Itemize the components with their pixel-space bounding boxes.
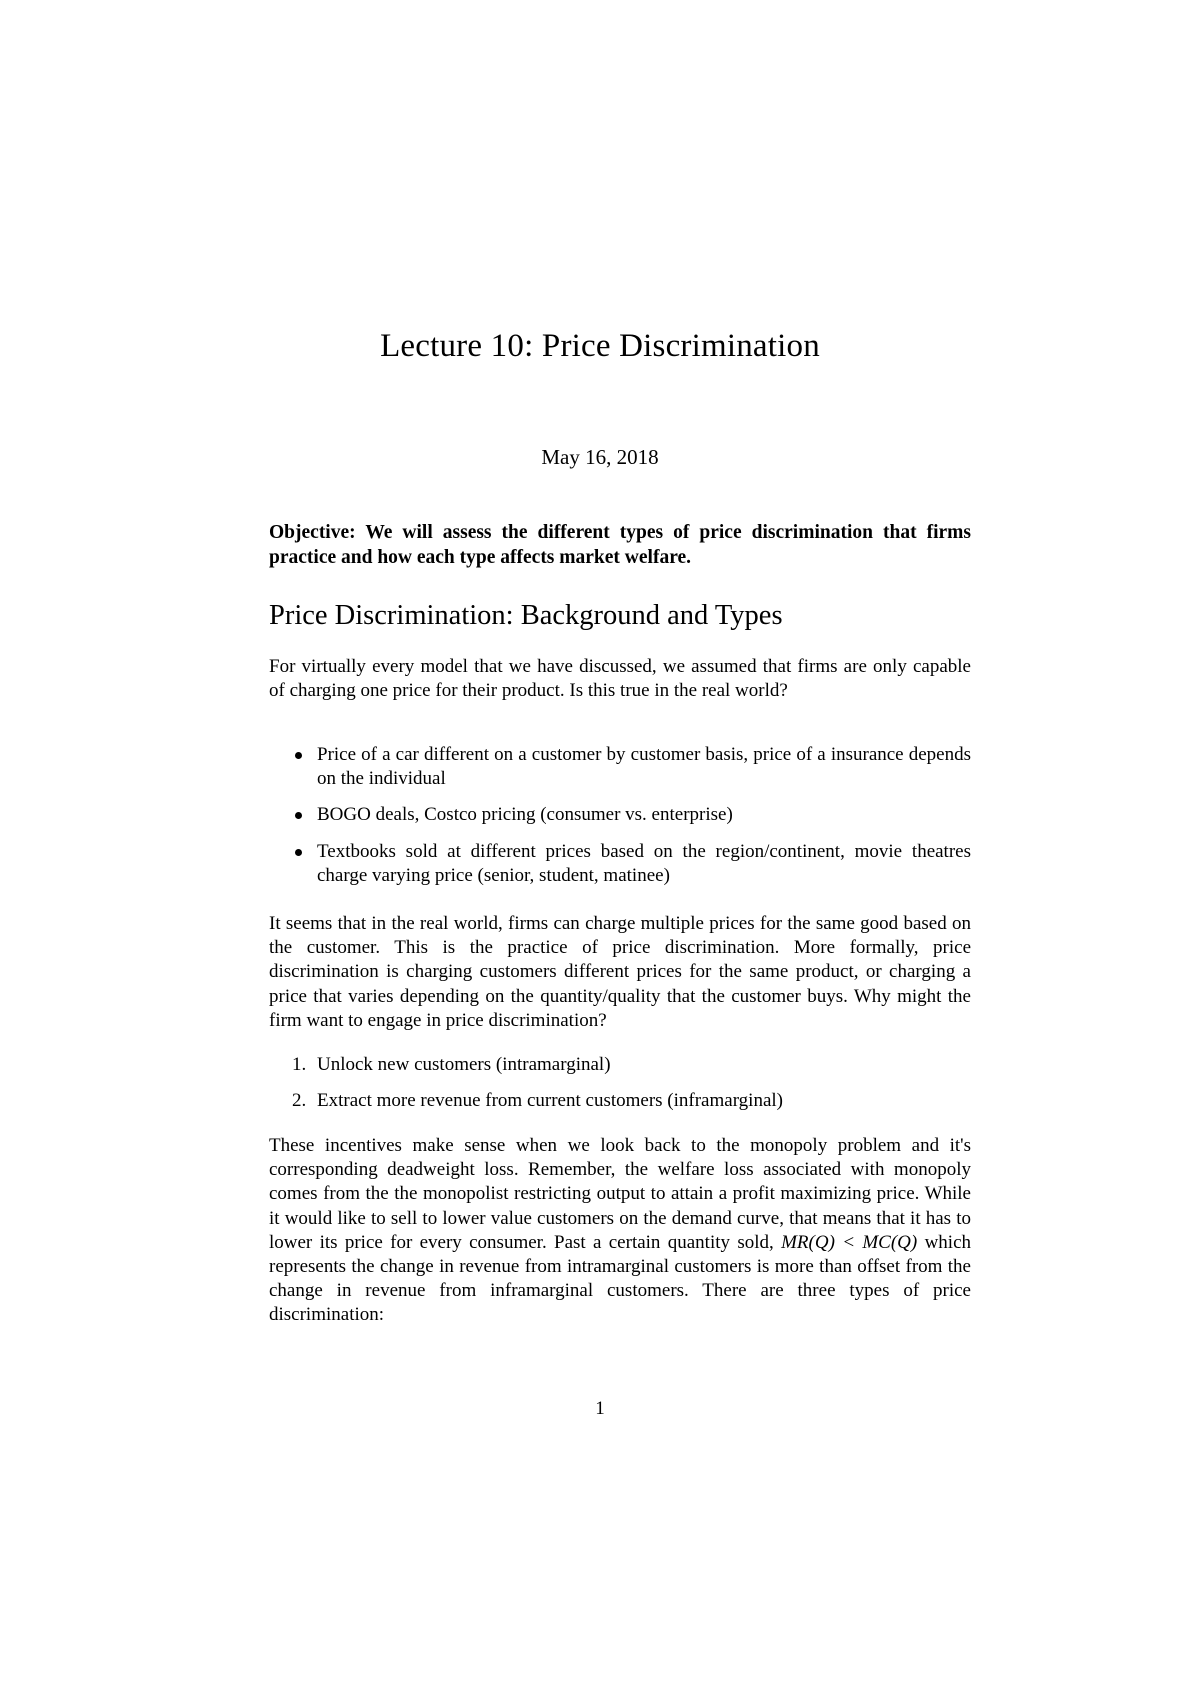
paragraph-definition: It seems that in the real world, firms can charge multiple prices for the same good based on the customer. This is the practice of price discrimination. More formally, price discrimination is charging customers different prices for the same product, or charging a price that varies depending on the quantity/quality that the customer buys. Why might the firm want to engage in price discrimination? xyxy=(269,913,971,1031)
enumerated-number: 2. xyxy=(292,1090,307,1112)
objective-block xyxy=(269,520,971,570)
paragraph-intro: For virtually every model that we have discussed, we assumed that firms are only capable of charging one price for their product. Is this true in the real world? xyxy=(269,656,971,702)
enumerated-list xyxy=(269,1053,971,1125)
document-date: May 16, 2018 xyxy=(541,445,659,469)
enumerated-number: 1. xyxy=(292,1054,307,1075)
paragraph-text: These incentives make sense when we look back to the monopoly problem and it's corresponding deadweight loss. Remember, the welfare loss associated with monopoly comes from the the monopolist restricting output to attain a profit maximizing price. While it would like to sell to lower value customers on the demand curve, that means that it has to lower its price for every consumer. Past a certain quantity sold, xyxy=(269,1135,971,1253)
bullet-text: Textbooks sold at different prices based on the region/continent, movie theatres charge varying price (senior, student, matinee) xyxy=(317,840,971,886)
paragraph-text: which represents the change in revenue from intramarginal customers is more than offset from the change in revenue from inframarginal customers. There are three types of price discrimination: xyxy=(269,1231,972,1326)
enumerated-text: Extract more revenue from current customers (inframarginal) xyxy=(317,1090,784,1112)
bullet-icon xyxy=(295,849,302,856)
bullet-icon xyxy=(295,752,302,759)
bullet-item xyxy=(269,840,971,888)
bullet-list xyxy=(269,743,971,900)
bullet-text: BOGO deals, Costco pricing (consumer vs. enterprise) xyxy=(317,804,733,826)
page-number: 1 xyxy=(595,1398,605,1419)
enumerated-text: Unlock new customers (intramarginal) xyxy=(317,1054,611,1075)
section-heading: Price Discrimination: Background and Types xyxy=(269,600,783,631)
bullet-icon xyxy=(295,812,302,819)
bullet-text: Price of a car different on a customer by customer basis, price of a insurance depends on the individual xyxy=(317,744,971,790)
enumerated-item xyxy=(269,1053,971,1077)
math-inequality: MR(Q) < MC(Q) xyxy=(781,1231,918,1253)
objective-label: Objective: xyxy=(269,522,356,543)
bullet-item xyxy=(269,743,971,791)
paragraph-incentives xyxy=(269,1134,971,1328)
objective-text: We will assess the different types of price discrimination that firms practice and how each type affects market welfare. xyxy=(269,522,971,568)
enumerated-item xyxy=(269,1089,971,1113)
bullet-item xyxy=(269,803,971,827)
document-title: Lecture 10: Price Discrimination xyxy=(380,328,820,364)
